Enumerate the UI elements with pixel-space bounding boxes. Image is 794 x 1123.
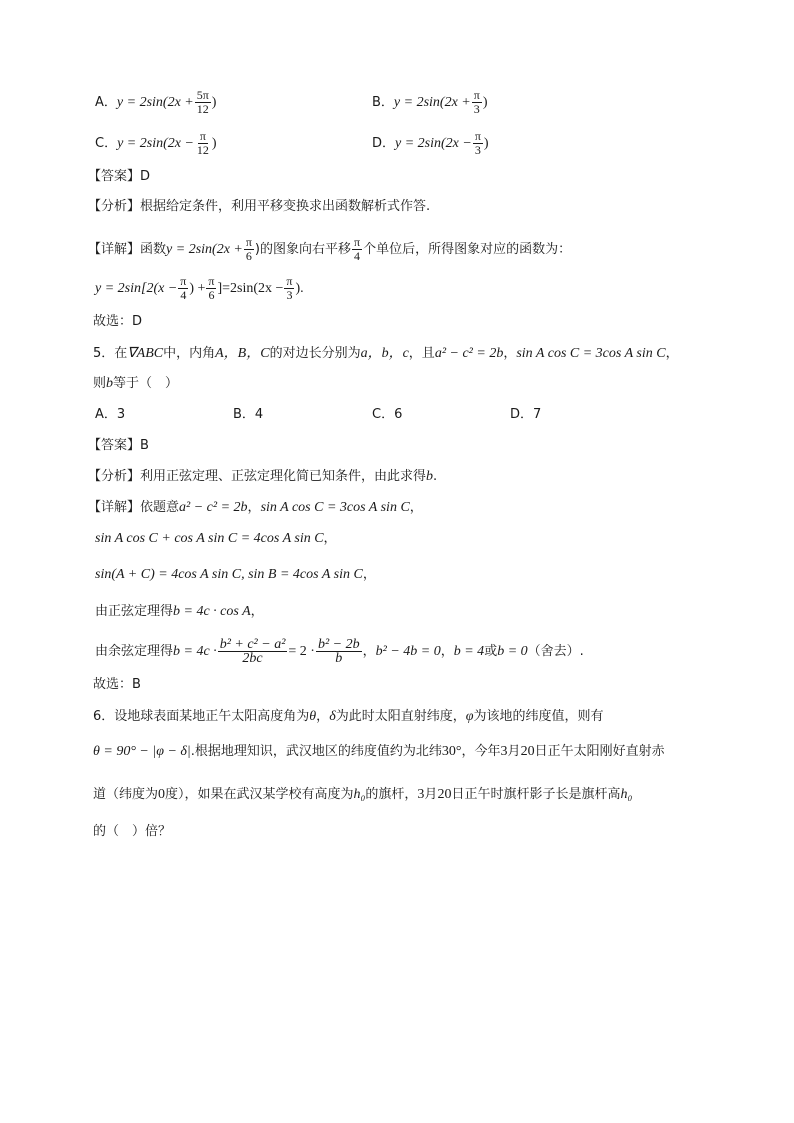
q5-option-a: A．3	[95, 407, 126, 422]
analysis-line: 【分析】根据给定条件，利用平移变换求出函数解析式作答.	[88, 199, 431, 214]
fraction: $\frac{\pi}{12}$	[196, 129, 209, 157]
q6-line-3: 道（纬度为0度），如果在武汉某学校有高度为h₀的旗杆，3月20日正午时旗杆影子长是旗杆高h₀	[93, 787, 633, 802]
q5-detail-line-5: 由余弦定理得b = 4c · $\frac{\text{b² + c² − a²}}{2bc}$ = 2 · $\frac{\text{b² − 2b}}{b}$ ，b² − 4b = 0，b = 4或b = 0（舍去）.	[95, 637, 584, 666]
q5-stem-line-1: 5．在∇ABC中，内角A，B，C的对边长分别为a，b，c，且a² − c² = 2b，sin A cos C = 3cos A sin C，	[93, 346, 679, 361]
detail-line-2: y = 2sin[2(x − $\frac{\pi}{4}$ ) + $\frac{\pi}{6}$ ]=2sin(2x − $\frac{\pi}{3}$ ).	[95, 274, 304, 302]
detail-line-1: 【详解】函数y = 2sin(2x + $\frac{\pi}{6}$ )的图象向右平移 $\frac{\pi}{4}$ 个单位后，所得图象对应的函数为：	[88, 235, 572, 263]
q6-line-1: 6．设地球表面某地正午太阳高度角为θ，δ为此时太阳直射纬度，φ为该地的纬度值，则有	[93, 709, 604, 724]
option-c: C．y = 2sin(2x − $\frac{\pi}{12}$ )	[95, 129, 217, 157]
fraction: $\frac{\pi}{3}$	[473, 88, 480, 116]
q5-option-b: B．4	[233, 407, 264, 422]
q5-choose-line: 故选：B	[93, 677, 141, 692]
q6-line-2: θ = 90° − |φ − δ|.根据地理知识，武汉地区的纬度值约为北纬30°，今年3月20日正午太阳刚好直射赤	[93, 744, 665, 759]
q5-detail-line-2: sin A cos C + cos A sin C = 4cos A sin C，	[95, 531, 337, 546]
q5-detail-line-4: 由正弦定理得b = 4c · cos A，	[95, 604, 264, 619]
q5-option-d: D．7	[510, 407, 542, 422]
answer-line: 【答案】D	[88, 169, 151, 184]
q5-analysis-line: 【分析】利用正弦定理、正弦定理化简已知条件，由此求得b.	[88, 469, 438, 484]
q5-detail-line-3: sin(A + C) = 4cos A sin C, sin B = 4cos A sin C，	[95, 567, 376, 582]
q6-line-4: 的（ ）倍？	[93, 824, 172, 839]
q5-detail-line-1: 【详解】依题意a² − c² = 2b，sin A cos C = 3cos A sin C，	[88, 500, 423, 515]
option-a: A．y = 2sin(2x + $\frac{5\pi}{12}$ )	[95, 88, 217, 116]
option-b: B．y = 2sin(2x + $\frac{\pi}{3}$ )	[372, 88, 488, 116]
fraction: $\frac{5\pi}{12}$	[196, 88, 209, 116]
option-d: D．y = 2sin(2x − $\frac{\pi}{3}$ )	[372, 129, 489, 157]
q5-answer-line: 【答案】B	[88, 438, 149, 453]
choose-line: 故选：D	[93, 314, 143, 329]
q5-option-c: C．6	[372, 407, 403, 422]
fraction: $\frac{\pi}{3}$	[474, 129, 481, 157]
q5-stem-line-2: 则b等于（ ）	[93, 376, 179, 391]
